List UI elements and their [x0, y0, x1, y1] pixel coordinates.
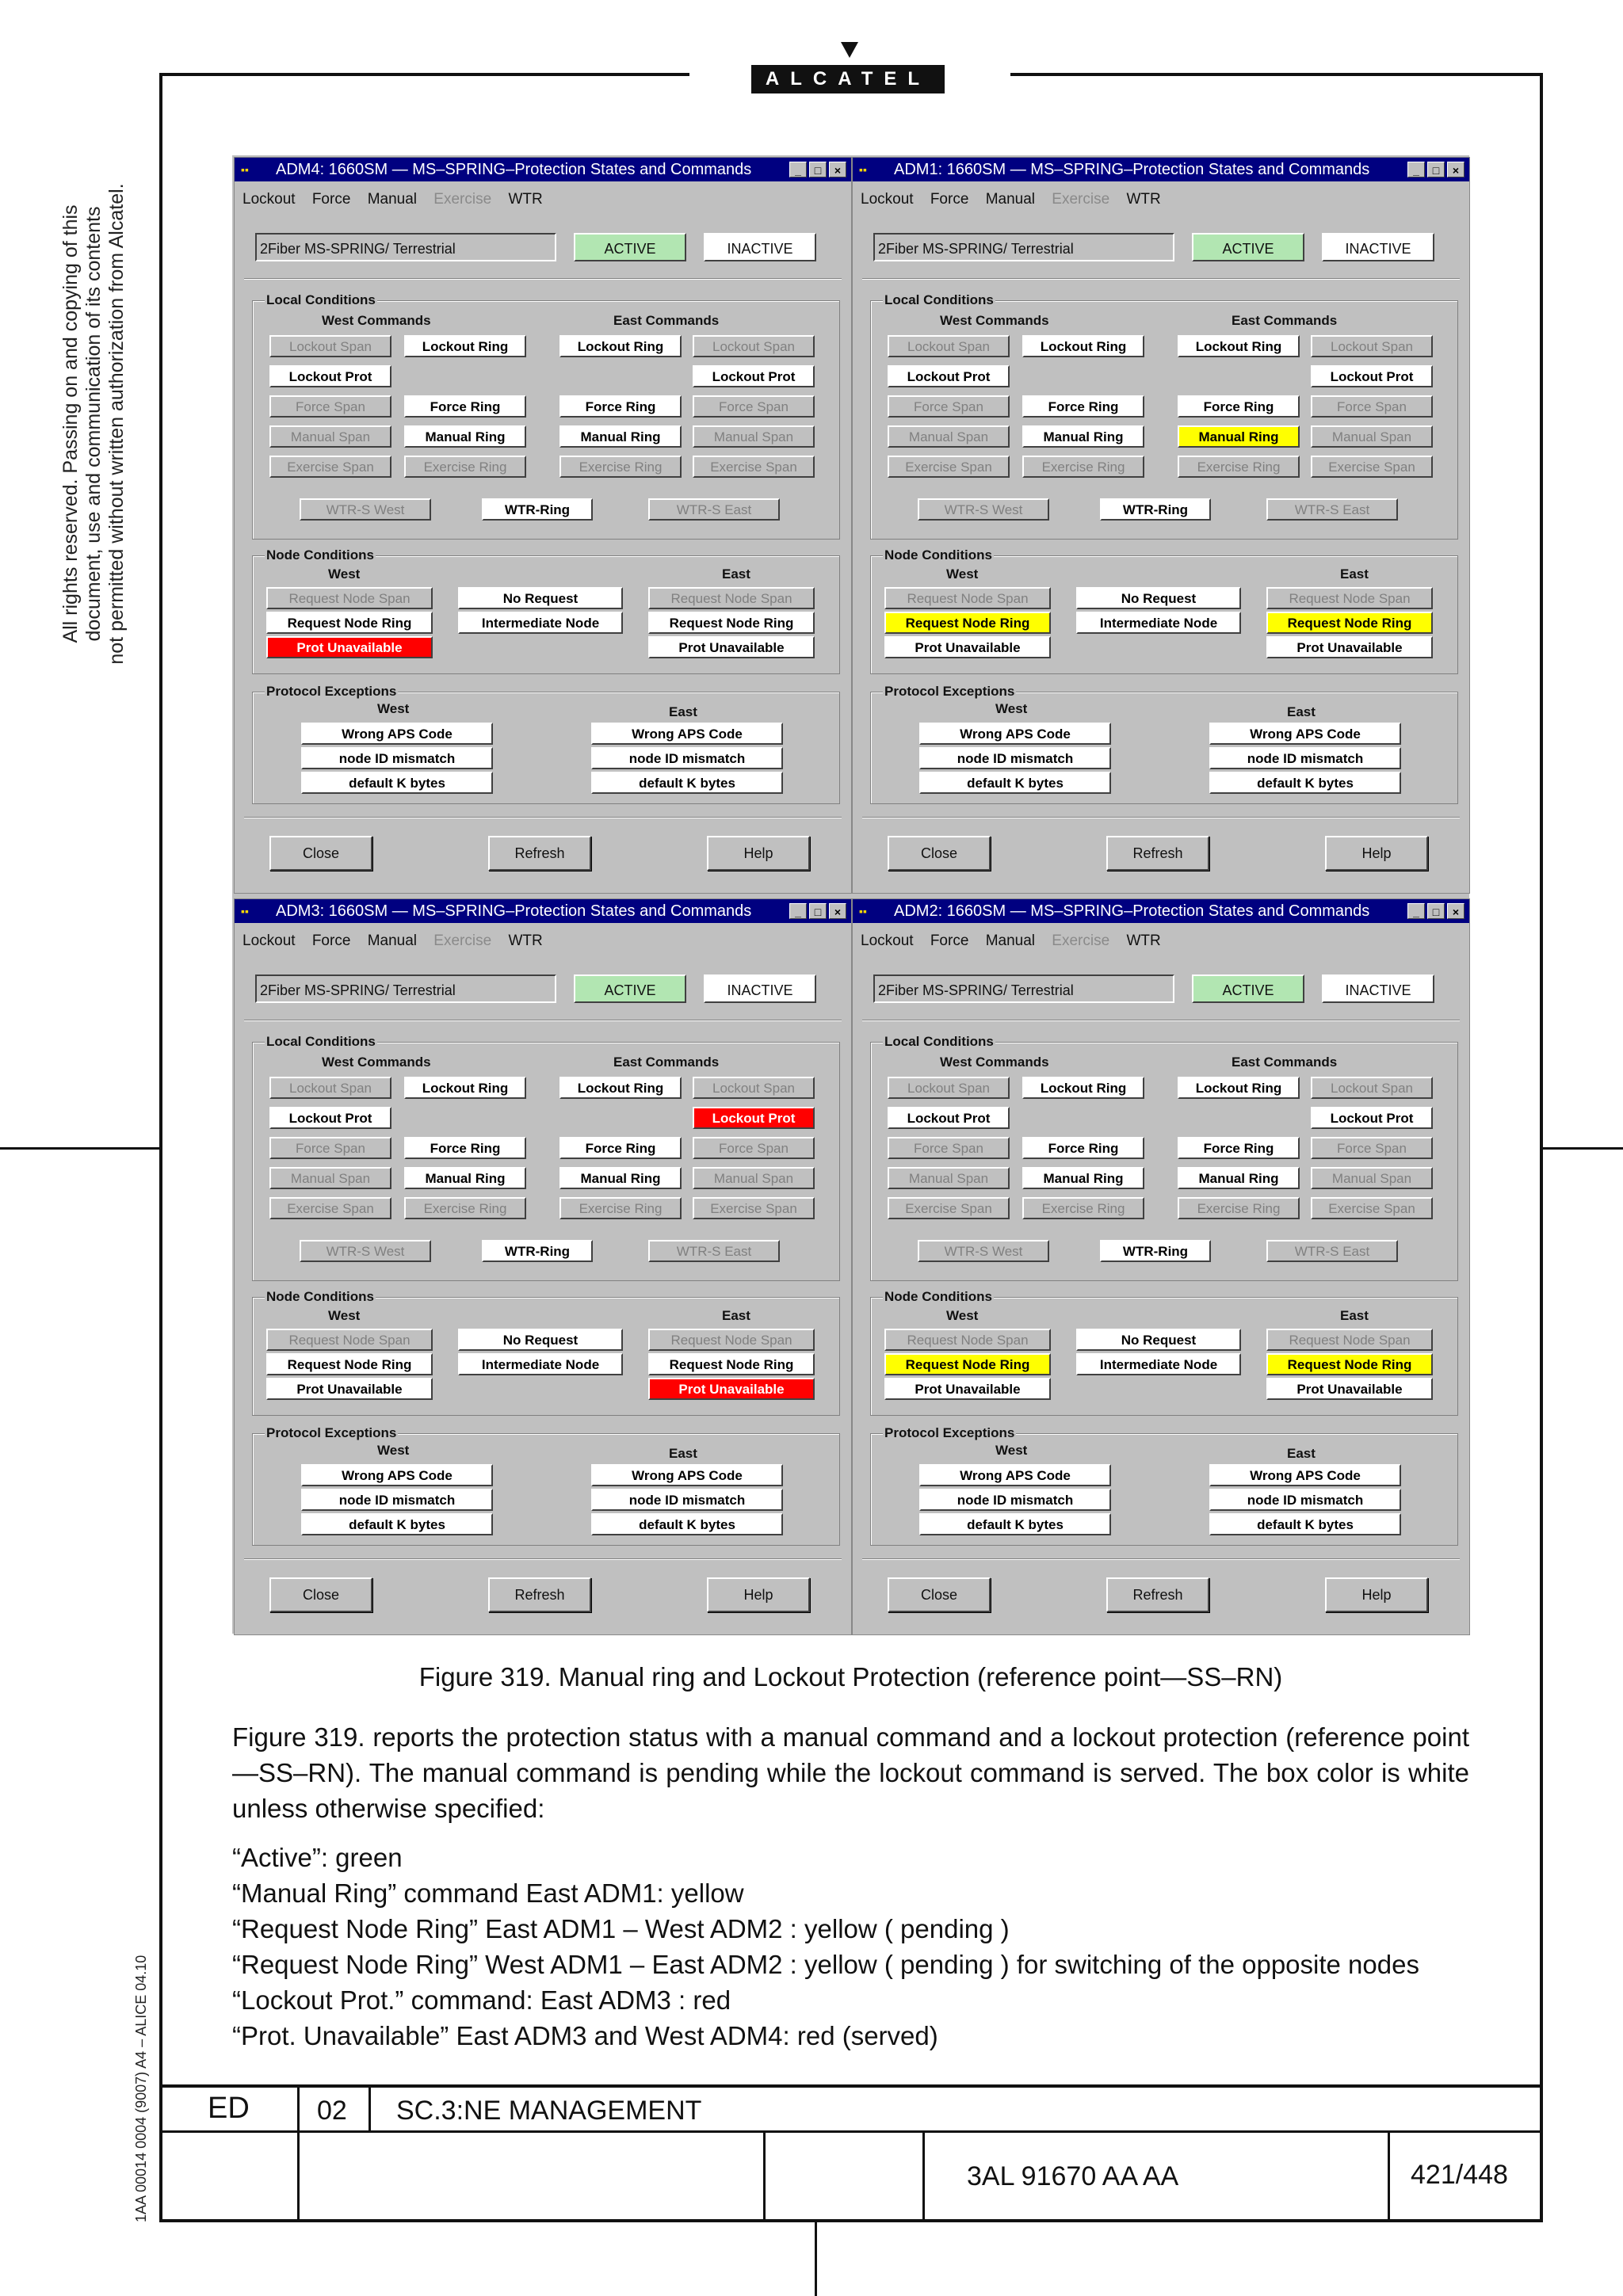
east-manual-span-button: Manual Span — [693, 425, 815, 448]
east-default-k-bytes: default K bytes — [1209, 1513, 1401, 1535]
footer-ed-value: 02 — [317, 2096, 347, 2126]
east-force-ring-button[interactable]: Force Ring — [1178, 395, 1300, 418]
refresh-button[interactable]: Refresh — [488, 1577, 591, 1612]
west-lockout-prot-button[interactable]: Lockout Prot — [888, 365, 1010, 387]
east-request-node-span: Request Node Span — [1266, 587, 1433, 609]
menu-force[interactable]: Force — [311, 191, 351, 208]
west-force-ring-button[interactable]: Force Ring — [1022, 1137, 1144, 1159]
east-force-span-button: Force Span — [1311, 395, 1433, 418]
west-request-node-ring: Request Node Ring — [884, 612, 1051, 634]
inactive-status: INACTIVE — [704, 233, 816, 261]
node-conditions-label: Node Conditions — [266, 547, 374, 563]
menu-manual[interactable]: Manual — [985, 933, 1036, 949]
legend-line: “Lockout Prot.” command: East ADM3 : red — [232, 1985, 731, 2015]
protocol-west-heading: West — [377, 701, 410, 716]
legend-line: “Request Node Ring” West ADM1 – East ADM2 : yellow ( pending ) for switching of the opposite nodes — [232, 1950, 1419, 1979]
protection-states-screenshot — [232, 155, 1469, 1634]
protocol-exceptions-label: Protocol Exceptions — [884, 1425, 1015, 1440]
footer-document-reference: 3AL 91670 AA AA — [967, 2161, 1179, 2191]
close-button[interactable]: Close — [888, 1577, 991, 1612]
minimize-icon[interactable]: _ — [789, 903, 807, 919]
west-lockout-span-button: Lockout Span — [888, 1077, 1010, 1099]
refresh-button[interactable]: Refresh — [1106, 1577, 1209, 1612]
west-request-node-span: Request Node Span — [884, 1329, 1051, 1351]
body-paragraph: Figure 319. reports the protection status with a manual command and a lockout protection (reference point—SS–RN). The manual command is pending while the lockout command is served. The box color is white unless otherwise specified: — [232, 1722, 1469, 1823]
no-request-status: No Request — [458, 1329, 623, 1351]
title-bar — [235, 158, 851, 181]
west-lockout-ring-button[interactable]: Lockout Ring — [404, 1077, 526, 1099]
app-icon: ▪▪ — [241, 163, 249, 176]
title-bar — [235, 899, 851, 923]
east-wrong-aps-code: Wrong APS Code — [591, 1464, 783, 1486]
east-force-span-button: Force Span — [693, 395, 815, 418]
menu-lockout[interactable]: Lockout — [242, 933, 296, 949]
separator — [862, 278, 1460, 280]
menu-force[interactable]: Force — [311, 933, 351, 949]
east-commands-heading: East Commands — [1232, 313, 1338, 328]
east-lockout-span-button: Lockout Span — [1311, 335, 1433, 357]
east-request-node-span: Request Node Span — [648, 587, 815, 609]
menu-exercise: Exercise — [433, 191, 492, 208]
window-title: ADM4: 1660SM — MS–SPRING–Protection States and Commands — [276, 161, 752, 178]
figure-caption: Figure 319. Manual ring and Lockout Protection (reference point—SS–RN) — [418, 1662, 1283, 1691]
title-bar — [853, 899, 1469, 923]
west-manual-ring-button[interactable]: Manual Ring — [404, 1167, 526, 1189]
east-node-id-mismatch: node ID mismatch — [1209, 1489, 1401, 1511]
west-exercise-ring-button: Exercise Ring — [1022, 1197, 1144, 1219]
east-manual-ring-button[interactable]: Manual Ring — [1178, 425, 1300, 448]
west-commands-heading: West Commands — [940, 313, 1049, 328]
west-lockout-prot-button[interactable]: Lockout Prot — [269, 365, 391, 387]
east-force-ring-button[interactable]: Force Ring — [559, 395, 682, 418]
protocol-exceptions-label: Protocol Exceptions — [266, 684, 397, 699]
menu-lockout[interactable]: Lockout — [861, 933, 914, 949]
minimize-icon[interactable]: _ — [1407, 162, 1425, 177]
node-conditions-label: Node Conditions — [266, 1289, 374, 1304]
west-exercise-span-button: Exercise Span — [269, 1197, 391, 1219]
menu-exercise: Exercise — [1052, 933, 1110, 949]
west-manual-span-button: Manual Span — [888, 1167, 1010, 1189]
minimize-icon[interactable]: _ — [789, 162, 807, 177]
protocol-exceptions-label: Protocol Exceptions — [266, 1425, 397, 1440]
west-request-node-span: Request Node Span — [266, 587, 433, 609]
menu-wtr[interactable]: WTR — [1126, 933, 1161, 949]
east-force-span-button: Force Span — [1311, 1137, 1433, 1159]
legend-line: “Request Node Ring” East ADM1 – West ADM2 : yellow ( pending ) — [232, 1914, 1010, 1943]
no-request-status: No Request — [458, 587, 623, 609]
help-button[interactable]: Help — [707, 836, 810, 871]
east-force-ring-button[interactable]: Force Ring — [559, 1137, 682, 1159]
close-button[interactable]: Close — [269, 1577, 372, 1612]
west-prot-unavailable: Prot Unavailable — [884, 636, 1051, 658]
west-force-span-button: Force Span — [269, 395, 391, 418]
west-wrong-aps-code: Wrong APS Code — [301, 723, 493, 745]
intermediate-node-status: Intermediate Node — [1076, 612, 1241, 634]
east-exercise-ring-button: Exercise Ring — [559, 456, 682, 478]
node-east-heading: East — [722, 566, 750, 582]
menu-lockout[interactable]: Lockout — [242, 191, 296, 208]
east-request-node-span: Request Node Span — [1266, 1329, 1433, 1351]
wtr-s-east-button: WTR-S East — [648, 498, 780, 521]
node-west-heading: West — [328, 1308, 361, 1323]
west-node-id-mismatch: node ID mismatch — [301, 1489, 493, 1511]
legend-line: “Manual Ring” command East ADM1: yellow — [232, 1878, 744, 1908]
footer-page-number: 421/448 — [1411, 2160, 1508, 2190]
local-conditions-label: Local Conditions — [884, 1034, 994, 1049]
active-status: ACTIVE — [574, 233, 686, 261]
east-lockout-span-button: Lockout Span — [693, 335, 815, 357]
rights-notice — [59, 67, 128, 780]
protocol-exceptions-label: Protocol Exceptions — [884, 684, 1015, 699]
wtr-s-east-button: WTR-S East — [1266, 498, 1398, 521]
local-conditions-label: Local Conditions — [884, 292, 994, 307]
menu-force[interactable]: Force — [930, 191, 969, 208]
wtr-ring-button[interactable]: WTR-Ring — [482, 498, 593, 521]
app-icon: ▪▪ — [241, 905, 249, 917]
west-exercise-ring-button: Exercise Ring — [1022, 456, 1144, 478]
east-commands-heading: East Commands — [1232, 1055, 1338, 1070]
west-manual-ring-button[interactable]: Manual Ring — [1022, 1167, 1144, 1189]
west-request-node-ring: Request Node Ring — [266, 1353, 433, 1375]
west-commands-heading: West Commands — [322, 313, 431, 328]
west-node-id-mismatch: node ID mismatch — [919, 747, 1111, 769]
west-force-span-button: Force Span — [888, 1137, 1010, 1159]
menu-bar — [861, 191, 1174, 208]
west-default-k-bytes: default K bytes — [919, 1513, 1111, 1535]
protocol-east-heading: East — [1287, 1446, 1316, 1461]
ring-type-field: 2Fiber MS-SPRING/ Terrestrial — [873, 233, 1174, 261]
window-title: ADM1: 1660SM — MS–SPRING–Protection States and Commands — [894, 161, 1370, 178]
color-legend — [232, 1840, 1500, 2054]
west-exercise-ring-button: Exercise Ring — [404, 1197, 526, 1219]
west-request-node-ring: Request Node Ring — [884, 1353, 1051, 1375]
west-exercise-span-button: Exercise Span — [269, 456, 391, 478]
east-request-node-span: Request Node Span — [648, 1329, 815, 1351]
east-exercise-ring-button: Exercise Ring — [1178, 456, 1300, 478]
east-request-node-ring: Request Node Ring — [648, 1353, 815, 1375]
menu-bar — [242, 191, 556, 208]
wtr-s-west-button: WTR-S West — [300, 1240, 431, 1262]
west-manual-span-button: Manual Span — [269, 1167, 391, 1189]
menu-wtr[interactable]: WTR — [508, 933, 543, 949]
east-default-k-bytes: default K bytes — [591, 772, 783, 794]
west-default-k-bytes: default K bytes — [301, 772, 493, 794]
rights-notice-line: All rights reserved. Passing on and copying of this — [59, 204, 82, 643]
west-default-k-bytes: default K bytes — [301, 1513, 493, 1535]
west-lockout-span-button: Lockout Span — [269, 335, 391, 357]
east-manual-span-button: Manual Span — [1311, 1167, 1433, 1189]
east-lockout-prot-button[interactable]: Lockout Prot — [693, 1107, 815, 1129]
alcatel-logo: ALCATEL — [751, 65, 945, 93]
west-exercise-span-button: Exercise Span — [888, 1197, 1010, 1219]
west-lockout-prot-button[interactable]: Lockout Prot — [269, 1107, 391, 1129]
east-manual-ring-button[interactable]: Manual Ring — [559, 1167, 682, 1189]
menu-manual[interactable]: Manual — [985, 191, 1036, 208]
menu-manual[interactable]: Manual — [367, 933, 418, 949]
frame-top-right — [1010, 73, 1542, 76]
west-wrong-aps-code: Wrong APS Code — [919, 1464, 1111, 1486]
refresh-button[interactable]: Refresh — [1106, 836, 1209, 871]
frame-top-left — [159, 73, 689, 76]
east-prot-unavailable: Prot Unavailable — [648, 1378, 815, 1400]
west-wrong-aps-code: Wrong APS Code — [919, 723, 1111, 745]
west-manual-span-button: Manual Span — [269, 425, 391, 448]
menu-lockout[interactable]: Lockout — [861, 191, 914, 208]
protocol-east-heading: East — [669, 704, 697, 719]
west-prot-unavailable: Prot Unavailable — [266, 636, 433, 658]
west-force-span-button: Force Span — [888, 395, 1010, 418]
inactive-status: INACTIVE — [1322, 233, 1434, 261]
separator — [862, 817, 1460, 818]
east-node-id-mismatch: node ID mismatch — [591, 747, 783, 769]
menu-exercise: Exercise — [1052, 191, 1110, 208]
east-manual-span-button: Manual Span — [1311, 425, 1433, 448]
window-title: ADM3: 1660SM — MS–SPRING–Protection States and Commands — [276, 902, 752, 920]
west-lockout-ring-button[interactable]: Lockout Ring — [404, 335, 526, 357]
close-button[interactable]: Close — [888, 836, 991, 871]
no-request-status: No Request — [1076, 1329, 1241, 1351]
west-node-id-mismatch: node ID mismatch — [919, 1489, 1111, 1511]
protection-window — [234, 157, 852, 894]
refresh-button[interactable]: Refresh — [488, 836, 591, 871]
west-exercise-span-button: Exercise Span — [888, 456, 1010, 478]
east-node-id-mismatch: node ID mismatch — [591, 1489, 783, 1511]
east-request-node-ring: Request Node Ring — [1266, 1353, 1433, 1375]
east-prot-unavailable: Prot Unavailable — [648, 636, 815, 658]
west-exercise-ring-button: Exercise Ring — [404, 456, 526, 478]
maximize-icon[interactable]: □ — [809, 162, 827, 177]
east-request-node-ring: Request Node Ring — [648, 612, 815, 634]
close-icon[interactable]: × — [829, 162, 846, 177]
west-prot-unavailable: Prot Unavailable — [266, 1378, 433, 1400]
menu-bar — [242, 933, 556, 950]
node-west-heading: West — [946, 566, 979, 582]
east-manual-ring-button[interactable]: Manual Ring — [1178, 1167, 1300, 1189]
menu-wtr[interactable]: WTR — [508, 191, 543, 208]
protection-window — [852, 157, 1470, 894]
node-east-heading: East — [1340, 566, 1369, 582]
west-force-ring-button[interactable]: Force Ring — [404, 395, 526, 418]
east-exercise-span-button: Exercise Span — [1311, 1197, 1433, 1219]
east-exercise-span-button: Exercise Span — [693, 1197, 815, 1219]
west-default-k-bytes: default K bytes — [919, 772, 1111, 794]
west-lockout-span-button: Lockout Span — [269, 1077, 391, 1099]
fold-mark-left — [0, 1147, 159, 1150]
west-request-node-ring: Request Node Ring — [266, 612, 433, 634]
east-manual-span-button: Manual Span — [693, 1167, 815, 1189]
node-west-heading: West — [328, 566, 361, 582]
west-manual-ring-button[interactable]: Manual Ring — [404, 425, 526, 448]
protocol-east-heading: East — [669, 1446, 697, 1461]
menu-wtr[interactable]: WTR — [1126, 191, 1161, 208]
footer-ed-label: ED — [208, 2092, 250, 2125]
east-default-k-bytes: default K bytes — [1209, 772, 1401, 794]
east-wrong-aps-code: Wrong APS Code — [1209, 1464, 1401, 1486]
east-lockout-ring-button[interactable]: Lockout Ring — [1178, 1077, 1300, 1099]
east-exercise-span-button: Exercise Span — [1311, 456, 1433, 478]
protection-window — [852, 898, 1470, 1635]
east-force-ring-button[interactable]: Force Ring — [1178, 1137, 1300, 1159]
east-lockout-span-button: Lockout Span — [1311, 1077, 1433, 1099]
active-status: ACTIVE — [574, 974, 686, 1003]
ring-type-field: 2Fiber MS-SPRING/ Terrestrial — [255, 974, 556, 1003]
inactive-status: INACTIVE — [1322, 974, 1434, 1003]
east-commands-heading: East Commands — [613, 1055, 720, 1070]
separator — [244, 1558, 842, 1560]
node-west-heading: West — [946, 1308, 979, 1323]
west-force-ring-button[interactable]: Force Ring — [1022, 395, 1144, 418]
separator — [244, 278, 842, 280]
east-prot-unavailable: Prot Unavailable — [1266, 636, 1433, 658]
separator — [244, 1020, 842, 1021]
east-exercise-ring-button: Exercise Ring — [1178, 1197, 1300, 1219]
west-node-id-mismatch: node ID mismatch — [301, 747, 493, 769]
fold-mark-bottom — [815, 2222, 817, 2296]
west-lockout-ring-button[interactable]: Lockout Ring — [1022, 335, 1144, 357]
east-lockout-ring-button[interactable]: Lockout Ring — [559, 1077, 682, 1099]
document-code: 1AA 00014 0004 (9007) A4 – ALICE 04.10 — [133, 1955, 149, 2222]
wtr-ring-button[interactable]: WTR-Ring — [1100, 1240, 1211, 1262]
separator — [862, 1558, 1460, 1560]
intermediate-node-status: Intermediate Node — [1076, 1353, 1241, 1375]
east-prot-unavailable: Prot Unavailable — [1266, 1378, 1433, 1400]
west-manual-ring-button[interactable]: Manual Ring — [1022, 425, 1144, 448]
menu-bar — [861, 933, 1174, 950]
protocol-east-heading: East — [1287, 704, 1316, 719]
protection-window — [234, 898, 852, 1635]
close-icon[interactable]: × — [1447, 903, 1465, 919]
east-lockout-ring-button[interactable]: Lockout Ring — [1178, 335, 1300, 357]
east-lockout-prot-button[interactable]: Lockout Prot — [1311, 1107, 1433, 1129]
protocol-west-heading: West — [377, 1443, 410, 1458]
local-conditions-label: Local Conditions — [266, 292, 376, 307]
node-east-heading: East — [1340, 1308, 1369, 1323]
close-button[interactable]: Close — [269, 836, 372, 871]
active-status: ACTIVE — [1192, 233, 1304, 261]
wtr-s-west-button: WTR-S West — [918, 1240, 1049, 1262]
east-lockout-ring-button[interactable]: Lockout Ring — [559, 335, 682, 357]
app-icon: ▪▪ — [859, 163, 867, 176]
wtr-s-west-button: WTR-S West — [300, 498, 431, 521]
menu-manual[interactable]: Manual — [367, 191, 418, 208]
rights-notice-line: not permitted without written authorization from Alcatel. — [105, 183, 128, 665]
wtr-s-east-button: WTR-S East — [648, 1240, 780, 1262]
menu-force[interactable]: Force — [930, 933, 969, 949]
window-title: ADM2: 1660SM — MS–SPRING–Protection States and Commands — [894, 902, 1370, 920]
legend-line: “Prot. Unavailable” East ADM3 and West ADM4: red (served) — [232, 2021, 938, 2050]
west-request-node-span: Request Node Span — [266, 1329, 433, 1351]
west-manual-span-button: Manual Span — [888, 425, 1010, 448]
node-east-heading: East — [722, 1308, 750, 1323]
east-lockout-prot-button[interactable]: Lockout Prot — [1311, 365, 1433, 387]
east-lockout-span-button: Lockout Span — [693, 1077, 815, 1099]
east-request-node-ring: Request Node Ring — [1266, 612, 1433, 634]
east-wrong-aps-code: Wrong APS Code — [1209, 723, 1401, 745]
west-commands-heading: West Commands — [940, 1055, 1049, 1070]
rights-notice-line: document, use and communication of its contents — [82, 206, 105, 642]
separator — [862, 1020, 1460, 1021]
east-exercise-span-button: Exercise Span — [693, 456, 815, 478]
wtr-s-west-button: WTR-S West — [918, 498, 1049, 521]
maximize-icon[interactable]: □ — [809, 903, 827, 919]
legend-line: “Active”: green — [232, 1843, 403, 1872]
node-conditions-label: Node Conditions — [884, 547, 992, 563]
close-icon[interactable]: × — [829, 903, 846, 919]
west-lockout-prot-button[interactable]: Lockout Prot — [888, 1107, 1010, 1129]
west-lockout-ring-button[interactable]: Lockout Ring — [1022, 1077, 1144, 1099]
east-node-id-mismatch: node ID mismatch — [1209, 747, 1401, 769]
protocol-west-heading: West — [995, 1443, 1028, 1458]
east-exercise-ring-button: Exercise Ring — [559, 1197, 682, 1219]
menu-exercise: Exercise — [433, 933, 492, 949]
node-conditions-label: Node Conditions — [884, 1289, 992, 1304]
west-request-node-span: Request Node Span — [884, 587, 1051, 609]
wtr-s-east-button: WTR-S East — [1266, 1240, 1398, 1262]
wtr-ring-button[interactable]: WTR-Ring — [1100, 498, 1211, 521]
separator — [244, 817, 842, 818]
maximize-icon[interactable]: □ — [1427, 903, 1445, 919]
west-lockout-span-button: Lockout Span — [888, 335, 1010, 357]
west-wrong-aps-code: Wrong APS Code — [301, 1464, 493, 1486]
help-button[interactable]: Help — [1325, 1577, 1428, 1612]
no-request-status: No Request — [1076, 587, 1241, 609]
minimize-icon[interactable]: _ — [1407, 903, 1425, 919]
frame-left — [159, 73, 162, 2222]
help-button[interactable]: Help — [707, 1577, 810, 1612]
protocol-west-heading: West — [995, 701, 1028, 716]
east-commands-heading: East Commands — [613, 313, 720, 328]
fold-mark-right — [1543, 1147, 1623, 1150]
east-wrong-aps-code: Wrong APS Code — [591, 723, 783, 745]
footer-section: SC.3:NE MANAGEMENT — [396, 2096, 702, 2126]
app-icon: ▪▪ — [859, 905, 867, 917]
help-button[interactable]: Help — [1325, 836, 1428, 871]
intermediate-node-status: Intermediate Node — [458, 1353, 623, 1375]
west-force-span-button: Force Span — [269, 1137, 391, 1159]
ring-type-field: 2Fiber MS-SPRING/ Terrestrial — [255, 233, 556, 261]
close-icon[interactable]: × — [1447, 162, 1465, 177]
logo-triangle-icon — [841, 42, 858, 58]
wtr-ring-button[interactable]: WTR-Ring — [482, 1240, 593, 1262]
intermediate-node-status: Intermediate Node — [458, 612, 623, 634]
maximize-icon[interactable]: □ — [1427, 162, 1445, 177]
inactive-status: INACTIVE — [704, 974, 816, 1003]
east-default-k-bytes: default K bytes — [591, 1513, 783, 1535]
local-conditions-label: Local Conditions — [266, 1034, 376, 1049]
east-lockout-prot-button[interactable]: Lockout Prot — [693, 365, 815, 387]
east-manual-ring-button[interactable]: Manual Ring — [559, 425, 682, 448]
ring-type-field: 2Fiber MS-SPRING/ Terrestrial — [873, 974, 1174, 1003]
active-status: ACTIVE — [1192, 974, 1304, 1003]
west-force-ring-button[interactable]: Force Ring — [404, 1137, 526, 1159]
east-force-span-button: Force Span — [693, 1137, 815, 1159]
title-bar — [853, 158, 1469, 181]
west-prot-unavailable: Prot Unavailable — [884, 1378, 1051, 1400]
west-commands-heading: West Commands — [322, 1055, 431, 1070]
